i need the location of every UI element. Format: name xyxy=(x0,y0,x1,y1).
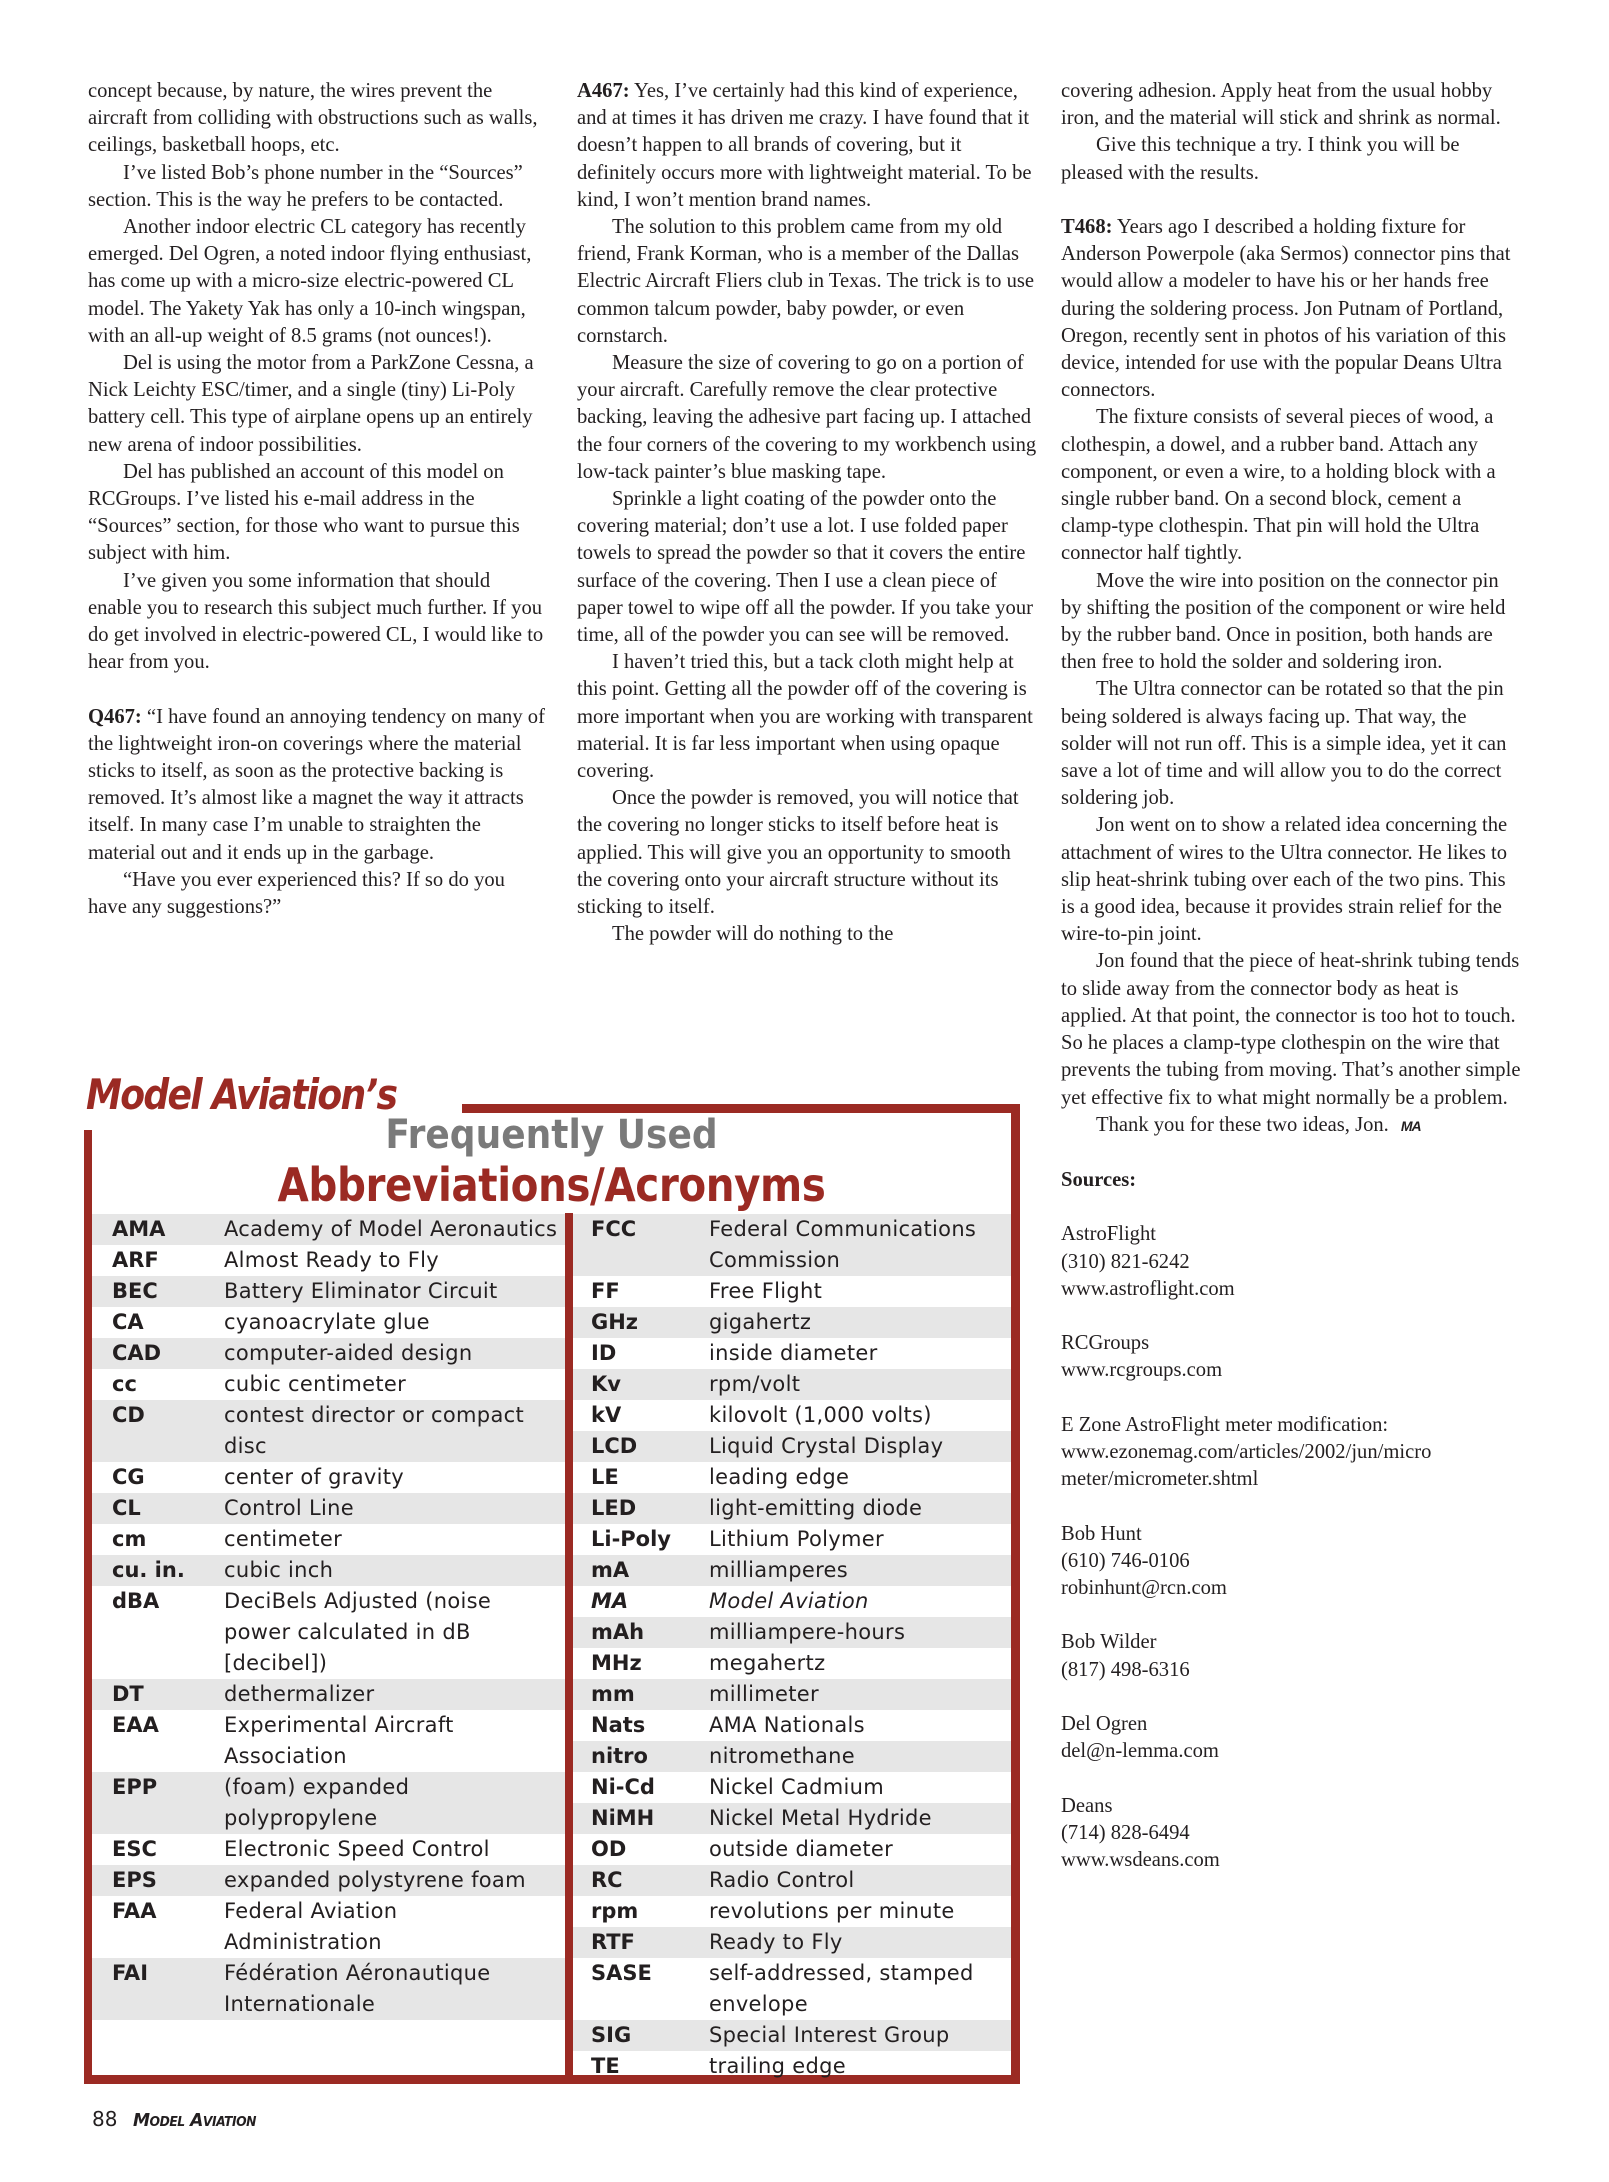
abbreviation-row xyxy=(573,1772,1011,1803)
abbreviation-meaning: Control Line xyxy=(224,1496,354,1520)
abbreviation-term: RC xyxy=(591,1868,623,1892)
paragraph: “Have you ever experienced this? If so do you have any suggestions?” xyxy=(88,868,505,919)
abbreviation-meaning: inside diameter xyxy=(709,1341,878,1365)
abbreviation-row xyxy=(573,1803,1011,1834)
source-email[interactable]: del@n-lemma.com xyxy=(1061,1740,1219,1763)
abbreviation-meaning: Liquid Crystal Display xyxy=(709,1434,944,1458)
answer-text: Yes, I’ve certainly had this kind of experience, and at times it has driven me crazy. I have found that it doesn’t happen to all brands of covering, but it definitely occurs more with lightweight material. To be kind, I won’t mention brand names. xyxy=(577,80,1032,211)
source-name: E Zone AstroFlight meter modification: xyxy=(1061,1413,1389,1436)
abbreviation-row xyxy=(573,1369,1011,1400)
paragraph: Sprinkle a light coating of the powder onto the covering material; don’t use a lot. I use folded paper towels to spread the powder so that it covers the entire surface of the covering. Then I use a clean piece of paper towel to wipe off all the powder. If you take your time, all of the powder you can see will be removed. xyxy=(577,488,1033,647)
sources-heading-text: Sources: xyxy=(1061,1169,1137,1192)
paragraph: The fixture consists of several pieces of wood, a clothespin, a dowel, and a rubber band. Attach any component, or even a wire, to a holding block with a single rubber band. On a second block, cement a clamp-type clothespin. That pin will hold the Ultra connector half tightly. xyxy=(1061,406,1496,565)
abbreviation-meaning: Model Aviation xyxy=(709,1589,869,1613)
abbreviation-row xyxy=(92,1555,565,1586)
abbreviation-term: mA xyxy=(591,1558,630,1582)
source-entry xyxy=(1061,1711,1521,1765)
abbreviation-meaning: computer-aided design xyxy=(224,1341,473,1365)
abbreviation-row xyxy=(92,1958,565,2020)
abbreviation-row xyxy=(573,1710,1011,1741)
abbreviation-term: RTF xyxy=(591,1930,635,1954)
abbreviations-title: Abbreviations/Acronyms xyxy=(277,1158,826,1212)
abbreviation-term: mm xyxy=(591,1682,635,1706)
source-phone: (310) 821-6242 xyxy=(1061,1250,1190,1273)
abbreviation-meaning: gigahertz xyxy=(709,1310,812,1334)
source-name: Bob Hunt xyxy=(1061,1522,1142,1545)
abbreviation-meaning: expanded polystyrene foam xyxy=(224,1868,526,1892)
question-text: “I have found an annoying tendency on many of the lightweight iron-on coverings where the material sticks to itself, as soon as the protective backing is removed. It’s almost like a magnet the way it attracts itself. In many case I’m unable to straighten the material out and it ends up in the garbage. xyxy=(88,705,545,864)
paragraph: Once the powder is removed, you will notice that the covering no longer sticks to itself before heat is applied. This will give you an opportunity to smooth the covering onto your aircraft structure without its sticking to itself. xyxy=(577,787,1019,919)
abbreviation-term: OD xyxy=(591,1837,627,1861)
paragraph: concept because, by nature, the wires prevent the aircraft from colliding with obstructions such as walls, ceilings, basketball hoops, etc. xyxy=(88,80,538,157)
abbreviation-row xyxy=(92,1896,565,1958)
abbreviation-meaning: Federal Communications Commission xyxy=(709,1217,977,1272)
abbreviation-term: Kv xyxy=(591,1372,621,1396)
abbreviation-term: kV xyxy=(591,1403,622,1427)
abbreviation-row xyxy=(92,1462,565,1493)
abbreviations-table-left xyxy=(92,1214,565,2020)
abbreviation-meaning: Lithium Polymer xyxy=(709,1527,884,1551)
source-entry xyxy=(1061,1629,1521,1683)
abbreviation-row xyxy=(92,1865,565,1896)
source-url[interactable]: www.wsdeans.com xyxy=(1061,1849,1220,1872)
abbreviation-term: FAA xyxy=(112,1899,157,1923)
abbreviation-term: dBA xyxy=(112,1589,160,1613)
abbreviation-meaning: Fédération Aéronautique Internationale xyxy=(224,1961,491,2016)
frame-column-divider xyxy=(565,1213,573,2075)
abbreviation-row xyxy=(573,1524,1011,1555)
abbreviation-row xyxy=(573,1617,1011,1648)
source-url[interactable]: www.ezonemag.com/articles/2002/jun/micro xyxy=(1061,1441,1432,1464)
abbreviation-term: LCD xyxy=(591,1434,638,1458)
source-phone: (817) 498-6316 xyxy=(1061,1658,1190,1681)
abbreviation-meaning: milliampere-hours xyxy=(709,1620,906,1644)
abbreviation-row xyxy=(573,1555,1011,1586)
paragraph: I’ve listed Bob’s phone number in the “Sources” section. This is the way he prefers to be contacted. xyxy=(88,161,523,211)
article-column-3 xyxy=(1061,78,1521,1874)
abbreviation-term: cc xyxy=(112,1372,137,1396)
abbreviation-meaning: DeciBels Adjusted (noise power calculated in dB [decibel]) xyxy=(224,1589,492,1675)
abbreviation-meaning: trailing edge xyxy=(709,2054,846,2078)
source-name: AstroFlight xyxy=(1061,1223,1156,1246)
abbreviation-meaning: (foam) expanded polypropylene xyxy=(224,1775,410,1830)
ma-end-mark-icon: MA xyxy=(1400,1117,1421,1134)
abbreviation-meaning: milliamperes xyxy=(709,1558,849,1582)
abbreviation-meaning: cubic inch xyxy=(224,1558,334,1582)
abbreviation-term: BEC xyxy=(112,1279,158,1303)
abbreviation-row xyxy=(573,1896,1011,1927)
abbreviation-term: cm xyxy=(112,1527,147,1551)
source-entry xyxy=(1061,1330,1521,1384)
abbreviation-row xyxy=(92,1307,565,1338)
abbreviation-term: CD xyxy=(112,1403,145,1427)
abbreviation-term: Nats xyxy=(591,1713,646,1737)
abbreviation-term: EPS xyxy=(112,1868,157,1892)
abbreviation-meaning: AMA Nationals xyxy=(709,1713,865,1737)
abbreviation-term: ARF xyxy=(112,1248,159,1272)
closing-paragraph xyxy=(1061,1112,1521,1140)
abbreviation-term: TE xyxy=(591,2054,620,2078)
abbreviation-row xyxy=(573,1958,1011,2020)
answer-label: A467: xyxy=(577,80,630,102)
abbreviations-title-brand: Model Aviation’s xyxy=(86,1070,397,1119)
source-url[interactable]: www.rcgroups.com xyxy=(1061,1359,1223,1382)
abbreviation-row xyxy=(573,1834,1011,1865)
abbreviation-meaning: megahertz xyxy=(709,1651,826,1675)
abbreviation-row xyxy=(92,1524,565,1555)
article-column-2 xyxy=(577,78,1037,949)
abbreviation-row xyxy=(92,1679,565,1710)
abbreviation-term: Ni-Cd xyxy=(591,1775,655,1799)
abbreviation-meaning: leading edge xyxy=(709,1465,850,1489)
frame-left-border xyxy=(84,1130,92,2084)
abbreviation-meaning: Radio Control xyxy=(709,1868,855,1892)
abbreviation-meaning: Academy of Model Aeronautics xyxy=(224,1217,558,1241)
abbreviation-meaning: dethermalizer xyxy=(224,1682,375,1706)
abbreviation-meaning: light-emitting diode xyxy=(709,1496,923,1520)
source-name: Bob Wilder xyxy=(1061,1631,1157,1654)
source-entry xyxy=(1061,1793,1521,1875)
frame-right-border xyxy=(1011,1104,1020,2084)
abbreviation-meaning: Nickel Metal Hydride xyxy=(709,1806,932,1830)
source-entry xyxy=(1061,1521,1521,1603)
abbreviation-row xyxy=(92,1369,565,1400)
abbreviation-meaning: Special Interest Group xyxy=(709,2023,950,2047)
abbreviation-meaning: Federal Aviation Administration xyxy=(224,1899,398,1954)
abbreviation-row xyxy=(573,1741,1011,1772)
abbreviation-term: GHz xyxy=(591,1310,639,1334)
abbreviation-term: SASE xyxy=(591,1961,652,1985)
abbreviation-row xyxy=(92,1214,565,1245)
source-name: Del Ogren xyxy=(1061,1713,1148,1736)
abbreviation-meaning: nitromethane xyxy=(709,1744,856,1768)
source-email[interactable]: robinhunt@rcn.com xyxy=(1061,1577,1227,1600)
article-column-1 xyxy=(88,78,548,921)
paragraph: I’ve given you some information that should enable you to research this subject much further. If you do get involved in electric-powered CL, I would like to hear from you. xyxy=(88,569,544,674)
question-paragraph xyxy=(88,704,548,867)
abbreviation-row xyxy=(92,1772,565,1834)
abbreviation-term: ID xyxy=(591,1341,617,1365)
closing-text: Thank you for these two ideas, Jon. xyxy=(1096,1113,1389,1136)
abbreviation-term: LE xyxy=(591,1465,619,1489)
abbreviation-meaning: revolutions per minute xyxy=(709,1899,955,1923)
abbreviation-row xyxy=(573,1927,1011,1958)
abbreviation-term: LED xyxy=(591,1496,637,1520)
abbreviation-term: NiMH xyxy=(591,1806,655,1830)
abbreviation-term: cu. in. xyxy=(112,1558,185,1582)
page-number: 88 xyxy=(92,2107,118,2131)
abbreviation-meaning: millimeter xyxy=(709,1682,819,1706)
sources-heading xyxy=(1061,1167,1521,1194)
abbreviation-row xyxy=(92,1338,565,1369)
abbreviation-term: EAA xyxy=(112,1713,159,1737)
abbreviation-row xyxy=(573,1338,1011,1369)
tip-text: Years ago I described a holding fixture for Anderson Powerpole (aka Sermos) connector pins that would allow a modeler to have his or her hands free during the soldering process. Jon Putnam of Portland, Oregon, recently sent in photos of his variation of this device, intended for use with the popular Deans Ultra connectors. xyxy=(1061,216,1511,402)
abbreviation-row xyxy=(92,1493,565,1524)
abbreviation-row xyxy=(573,1648,1011,1679)
abbreviation-meaning: Almost Ready to Fly xyxy=(224,1248,440,1272)
abbreviation-term: DT xyxy=(112,1682,144,1706)
paragraph: The powder will do nothing to the xyxy=(612,923,894,946)
abbreviation-row xyxy=(573,1865,1011,1896)
abbreviation-meaning: Nickel Cadmium xyxy=(709,1775,885,1799)
abbreviation-meaning: centimeter xyxy=(224,1527,343,1551)
abbreviation-term: FCC xyxy=(591,1217,637,1241)
paragraph: I haven’t tried this, but a tack cloth might help at this point. Getting all the powder off of the covering is more important when you are working with transparent material. It is far less important when using opaque covering. xyxy=(577,651,1033,783)
question-label: Q467: xyxy=(88,705,142,728)
abbreviations-subtitle: Frequently Used xyxy=(385,1112,718,1158)
abbreviation-row xyxy=(92,1245,565,1276)
abbreviation-meaning: cyanoacrylate glue xyxy=(224,1310,430,1334)
abbreviation-meaning: Battery Eliminator Circuit xyxy=(224,1279,498,1303)
source-url[interactable]: www.astroflight.com xyxy=(1061,1277,1235,1300)
source-phone: (714) 828-6494 xyxy=(1061,1821,1190,1844)
abbreviation-term: CL xyxy=(112,1496,141,1520)
abbreviation-term: Li-Poly xyxy=(591,1527,672,1551)
abbreviation-row xyxy=(573,1493,1011,1524)
paragraph: Del is using the motor from a ParkZone Cessna, a Nick Leichty ESC/timer, and a single (tiny) Li-Poly battery cell. This type of airplane opens up an entirely new arena of indoor possibilities. xyxy=(88,352,534,456)
paragraph: Give this technique a try. I think you will be pleased with the results. xyxy=(1061,134,1460,184)
abbreviation-meaning: Electronic Speed Control xyxy=(224,1837,490,1861)
source-phone: (610) 746-0106 xyxy=(1061,1549,1190,1572)
abbreviation-term: nitro xyxy=(591,1744,648,1768)
abbreviation-term: CA xyxy=(112,1310,144,1334)
abbreviation-row xyxy=(573,1586,1011,1617)
magazine-logo: Model Aviation xyxy=(133,2110,257,2131)
abbreviation-term: rpm xyxy=(591,1899,639,1923)
abbreviation-row xyxy=(573,2051,1011,2082)
abbreviation-meaning: Experimental Aircraft Association xyxy=(224,1713,454,1768)
abbreviation-row xyxy=(573,1462,1011,1493)
abbreviation-term: CAD xyxy=(112,1341,162,1365)
abbreviation-term: SIG xyxy=(591,2023,632,2047)
abbreviation-row xyxy=(573,1679,1011,1710)
abbreviation-term: FF xyxy=(591,1279,620,1303)
source-entry xyxy=(1061,1221,1521,1303)
paragraph: Measure the size of covering to go on a portion of your aircraft. Carefully remove the clear protective backing, leaving the adhesive part facing up. I attached the four corners of the covering to my workbench using low-tack painter’s blue masking tape. xyxy=(577,352,1037,483)
paragraph: Move the wire into position on the connector pin by shifting the position of the component or wire held by the rubber band. Once in position, both hands are then free to hold the solder and soldering iron. xyxy=(1061,569,1506,674)
abbreviation-term: MA xyxy=(591,1589,629,1613)
paragraph: covering adhesion. Apply heat from the usual hobby iron, and the material will stick and shrink as normal. xyxy=(1061,80,1501,130)
abbreviation-meaning: center of gravity xyxy=(224,1465,405,1489)
abbreviation-term: EPP xyxy=(112,1775,158,1799)
paragraph: The solution to this problem came from my old friend, Frank Korman, who is a member of the Dallas Electric Aircraft Fliers club in Texas. The trick is to use common talcum powder, baby powder, or even cornstarch. xyxy=(577,216,1035,347)
abbreviation-meaning: rpm/volt xyxy=(709,1372,801,1396)
source-entry xyxy=(1061,1412,1521,1494)
abbreviation-meaning: outside diameter xyxy=(709,1837,894,1861)
abbreviation-term: ESC xyxy=(112,1837,157,1861)
paragraph: Jon went on to show a related idea concerning the attachment of wires to the Ultra connector. He likes to slip heat-shrink tubing over each of the two pins. This is a good idea, because it provides strain relief for the wire-to-pin joint. xyxy=(1061,814,1508,946)
abbreviation-meaning: contest director or compact disc xyxy=(224,1403,524,1458)
tip-paragraph xyxy=(1061,214,1521,404)
abbreviation-meaning: Free Flight xyxy=(709,1279,823,1303)
abbreviation-row xyxy=(573,1214,1011,1276)
abbreviation-meaning: self-addressed, stamped envelope xyxy=(709,1961,974,2016)
abbreviation-row xyxy=(92,1400,565,1462)
abbreviation-row xyxy=(573,1276,1011,1307)
abbreviation-term: MHz xyxy=(591,1651,642,1675)
abbreviation-row xyxy=(92,1586,565,1679)
abbreviation-term: CG xyxy=(112,1465,145,1489)
abbreviation-meaning: Ready to Fly xyxy=(709,1930,843,1954)
abbreviation-term: AMA xyxy=(112,1217,166,1241)
source-name: RCGroups xyxy=(1061,1332,1150,1355)
page-footer xyxy=(92,2107,263,2131)
abbreviation-row xyxy=(573,2020,1011,2051)
paragraph: The Ultra connector can be rotated so that the pin being soldered is always facing up. That way, the solder will not run off. This is a simple idea, yet it can save a lot of time and will allow you to do the correct soldering job. xyxy=(1061,678,1507,810)
abbreviation-meaning: kilovolt (1,000 volts) xyxy=(709,1403,932,1427)
abbreviation-meaning: cubic centimeter xyxy=(224,1372,407,1396)
abbreviation-row xyxy=(92,1834,565,1865)
abbreviations-table-right xyxy=(573,1214,1011,2082)
abbreviation-row xyxy=(92,1276,565,1307)
source-name: Deans xyxy=(1061,1794,1113,1817)
tip-label: T468: xyxy=(1061,216,1113,238)
paragraph: Another indoor electric CL category has recently emerged. Del Ogren, a noted indoor flying enthusiast, has come up with a micro-size electric-powered CL model. The Yakety Yak has only a 10-inch wingspan, with an all-up weight of 8.5 grams (not ounces!). xyxy=(88,216,532,347)
paragraph: Del has published an account of this model on RCGroups. I’ve listed his e-mail address in the “Sources” section, for those who want to pursue this subject with him. xyxy=(88,460,520,565)
abbreviation-term: FAI xyxy=(112,1961,149,1985)
answer-paragraph xyxy=(577,78,1037,214)
abbreviation-row xyxy=(573,1307,1011,1338)
paragraph: Jon found that the piece of heat-shrink tubing tends to slide away from the connector body as heat is applied. At that point, the connector is too hot to touch. So he places a clamp-type clothespin on the wire that prevents the tubing from moving. That’s another simple yet effective fix to what might normally be a problem. xyxy=(1061,950,1521,1109)
source-url-continued[interactable]: meter/micrometer.shtml xyxy=(1061,1468,1259,1491)
abbreviation-row xyxy=(573,1400,1011,1431)
abbreviation-row xyxy=(573,1431,1011,1462)
abbreviation-term: mAh xyxy=(591,1620,645,1644)
abbreviation-row xyxy=(92,1710,565,1772)
